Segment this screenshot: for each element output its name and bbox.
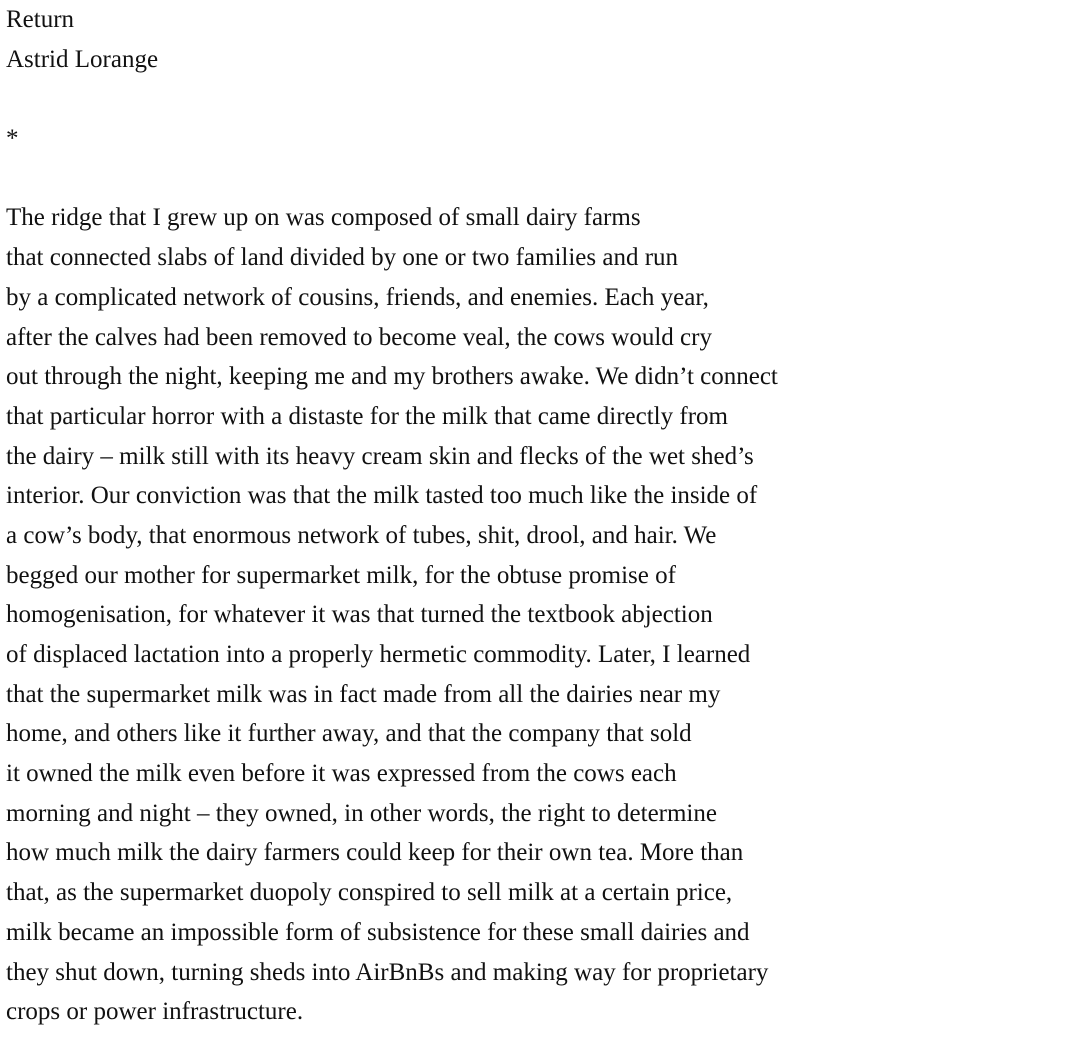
- document-author: Astrid Lorange: [6, 45, 159, 73]
- section-separator: *: [6, 125, 19, 153]
- paragraph-line: a cow’s body, that enormous network of tubes, shit, drool, and hair. We: [6, 521, 717, 549]
- paragraph-line: it owned the milk even before it was expressed from the cows each: [6, 760, 677, 788]
- paragraph-line: by a complicated network of cousins, friends, and enemies. Each year,: [6, 283, 709, 311]
- paragraph-line: morning and night – they owned, in other words, the right to determine: [6, 799, 717, 827]
- document-title: Return: [6, 6, 75, 33]
- paragraph-line: that the supermarket milk was in fact made from all the dairies near my: [6, 680, 721, 708]
- body-paragraph: [6, 198, 1082, 1031]
- paragraph-line: the dairy – milk still with its heavy cream skin and flecks of the wet shed’s: [6, 442, 754, 470]
- paragraph-line: how much milk the dairy farmers could keep for their own tea. More than: [6, 839, 744, 867]
- paragraph-line: homogenisation, for whatever it was that turned the textbook abjection: [6, 601, 713, 629]
- paragraph-line: The ridge that I grew up on was composed of small dairy farms: [6, 204, 641, 232]
- blank-line: [6, 159, 1082, 199]
- paragraph-line: that particular horror with a distaste for the milk that came directly from: [6, 402, 728, 430]
- paragraph-line: after the calves had been removed to become veal, the cows would cry: [6, 323, 712, 351]
- blank-line: [6, 79, 1082, 119]
- paragraph-line: out through the night, keeping me and my brothers awake. We didn’t connect: [6, 363, 778, 391]
- paragraph-line: that, as the supermarket duopoly conspired to sell milk at a certain price,: [6, 879, 733, 907]
- paragraph-line: of displaced lactation into a properly hermetic commodity. Later, I learned: [6, 641, 751, 668]
- paragraph-line: that connected slabs of land divided by one or two families and run: [6, 244, 679, 272]
- paragraph-line: begged our mother for supermarket milk, for the obtuse promise of: [6, 561, 676, 589]
- paragraph-line: home, and others like it further away, and that the company that sold: [6, 720, 692, 748]
- paragraph-line: crops or power infrastructure.: [6, 998, 304, 1026]
- paragraph-line: interior. Our conviction was that the milk tasted too much like the inside of: [6, 482, 758, 510]
- paragraph-line: milk became an impossible form of subsistence for these small dairies and: [6, 918, 750, 946]
- paragraph-line: they shut down, turning sheds into AirBnBs and making way for proprietary: [6, 958, 769, 986]
- document-page: [6, 0, 1082, 1032]
